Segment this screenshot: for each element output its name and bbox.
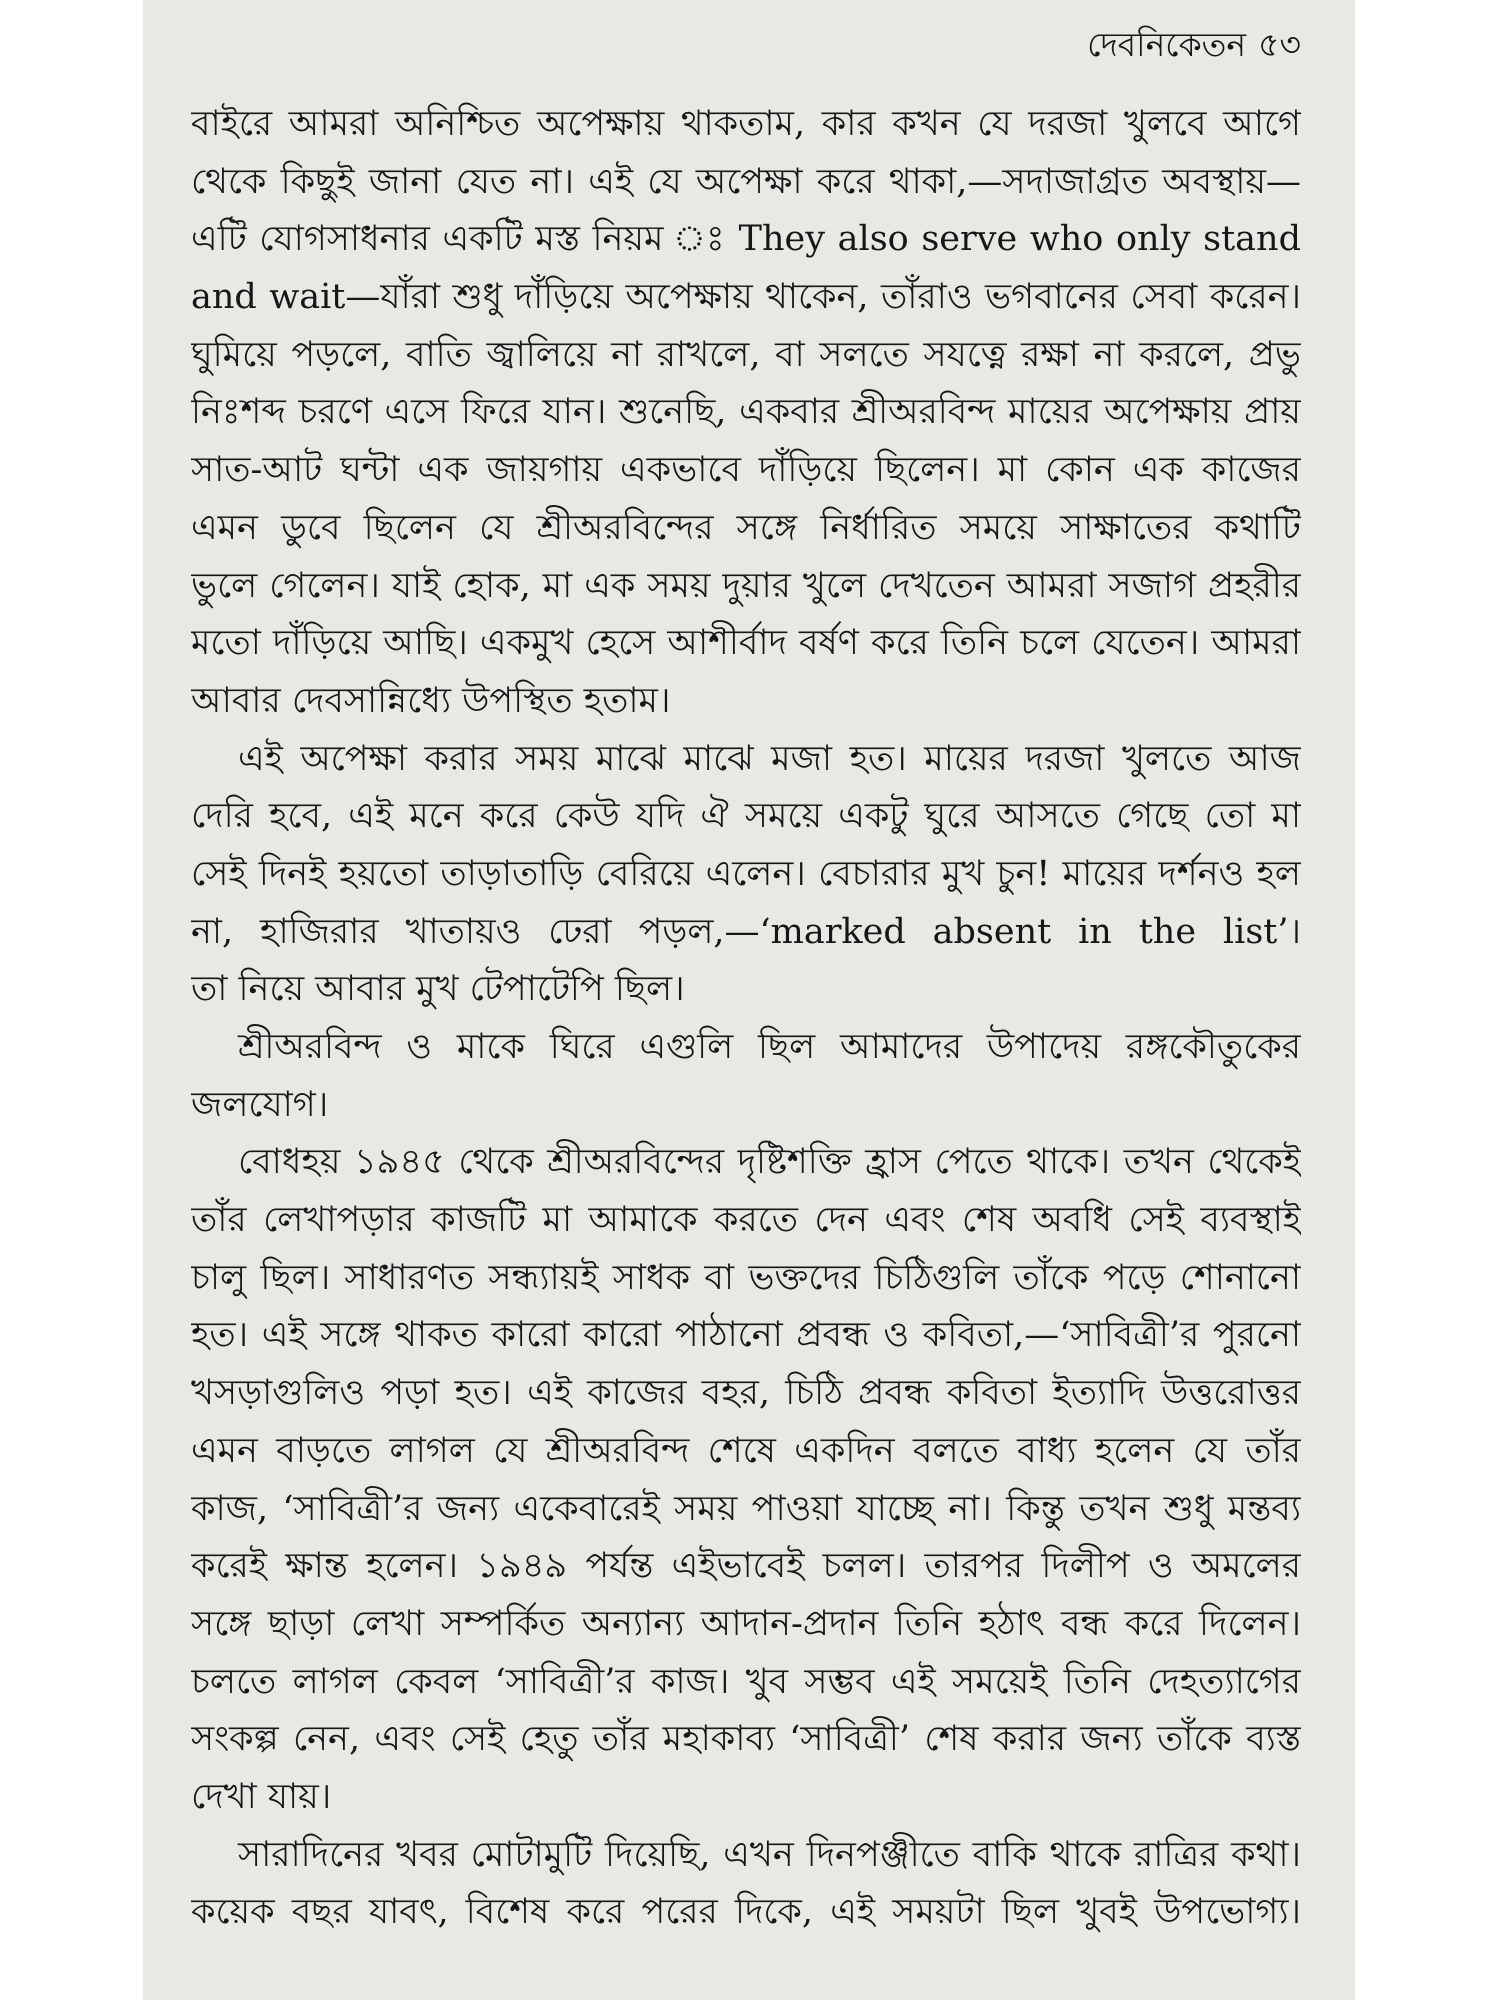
- text-line: চলতে লাগল কেবল ‘সাবিত্রী’র কাজ। খুব সম্ভব এই সময়েই তিনি দেহত্যাগের: [191, 1661, 1301, 1702]
- text-line: আবার দেবসান্নিধ্যে উপস্থিত হতাম।: [191, 680, 671, 721]
- paragraph: [191, 1827, 1301, 1942]
- text-line: কয়েক বছর যাবৎ, বিশেষ করে পরের দিকে, এই সময়টা ছিল খুবই উপভোগ্য।: [191, 1892, 1301, 1933]
- text-line: এমন বাড়তে লাগল যে শ্রীঅরবিন্দ শেষে একদিন বলতে বাধ্য হলেন যে তাঁর: [191, 1430, 1301, 1471]
- text-line: সঙ্গে ছাড়া লেখা সম্পর্কিত অন্যান্য আদান-প্রদান তিনি হঠাৎ বন্ধ করে দিলেন।: [191, 1603, 1301, 1644]
- text-line: কাজ, ‘সাবিত্রী’র জন্য একেবারেই সময় পাওয়া যাচ্ছে না। কিন্তু তখন শুধু মন্তব্য: [191, 1488, 1301, 1529]
- text-line: এমন ডুবে ছিলেন যে শ্রীঅরবিন্দের সঙ্গে নির্ধারিত সময়ে সাক্ষাতের কথাটি: [191, 507, 1301, 548]
- text-line: এটি যোগসাধনার একটি মস্ত নিয়ম ঃ They also serve who only stand: [191, 219, 1301, 260]
- text-line: তা নিয়ে আবার মুখ টেপাটেপি ছিল।: [191, 969, 685, 1010]
- text-line: শ্রীঅরবিন্দ ও মাকে ঘিরে এগুলি ছিল আমাদের উপাদেয় রঙ্গকৌতুকের: [238, 1027, 1301, 1067]
- text-line: খসড়াগুলিও পড়া হত। এই কাজের বহর, চিঠি প্রবন্ধ কবিতা ইত্যাদি উত্তরোত্তর: [191, 1373, 1301, 1414]
- text-line: না, হাজিরার খাতায়ও ঢেরা পড়ল,—‘marked absent in the list’।: [191, 911, 1301, 952]
- text-line: সংকল্প নেন, এবং সেই হেতু তাঁর মহাকাব্য ‘সাবিত্রী’ শেষ করার জন্য তাঁকে ব্যস্ত: [191, 1719, 1301, 1760]
- text-line: মতো দাঁড়িয়ে আছি। একমুখ হেসে আশীর্বাদ বর্ষণ করে তিনি চলে যেতেন। আমরা: [191, 623, 1301, 664]
- text-line: সেই দিনই হয়তো তাড়াতাড়ি বেরিয়ে এলেন। বেচারার মুখ চুন! মায়ের দর্শনও হল: [191, 853, 1301, 894]
- text-line: করেই ক্ষান্ত হলেন। ১৯৪৯ পর্যন্ত এইভাবেই চলল। তারপর দিলীপ ও অমলের: [191, 1546, 1301, 1587]
- text-line: and wait—যাঁরা শুধু দাঁড়িয়ে অপেক্ষায় থাকেন, তাঁরাও ভগবানের সেবা করেন।: [191, 277, 1301, 318]
- text-line: দেরি হবে, এই মনে করে কেউ যদি ঐ সময়ে একটু ঘুরে আসতে গেছে তো মা: [191, 796, 1301, 837]
- text-line: বাইরে আমরা অনিশ্চিত অপেক্ষায় থাকতাম, কার কখন যে দরজা খুলবে আগে: [191, 104, 1301, 144]
- paragraph: [191, 731, 1301, 1019]
- page-number: ৫৩: [1258, 25, 1301, 64]
- paragraph: [191, 96, 1301, 731]
- book-page: [143, 0, 1355, 2000]
- text-line: নিঃশব্দ চরণে এসে ফিরে যান। শুনেছি, একবার শ্রীঅরবিন্দ মায়ের অপেক্ষায় প্রায়: [191, 392, 1301, 433]
- text-line: এই অপেক্ষা করার সময় মাঝে মাঝে মজা হত। মায়ের দরজা খুলতে আজ: [238, 738, 1301, 779]
- text-line: থেকে কিছুই জানা যেত না। এই যে অপেক্ষা করে থাকা,—সদাজাগ্রত অবস্থায়—: [191, 161, 1301, 202]
- text-line: ঘুমিয়ে পড়লে, বাতি জ্বালিয়ে না রাখলে, বা সলতে সযত্নে রক্ষা না করলে, প্রভু: [191, 334, 1301, 375]
- text-line: তাঁর লেখাপড়ার কাজটি মা আমাকে করতে দেন এবং শেষ অবধি সেই ব্যবস্থাই: [191, 1200, 1301, 1241]
- text-line: দেখা যায়।: [191, 1776, 332, 1817]
- text-line: জলযোগ।: [191, 1084, 329, 1125]
- body-text: [191, 96, 1301, 1942]
- text-line: হত। এই সঙ্গে থাকত কারো কারো পাঠানো প্রবন্ধ ও কবিতা,—‘সাবিত্রী’র পুরনো: [191, 1315, 1301, 1356]
- text-line: সারাদিনের খবর মোটামুটি দিয়েছি, এখন দিনপঞ্জীতে বাকি থাকে রাত্রির কথা।: [238, 1834, 1301, 1875]
- text-line: সাত-আট ঘন্টা এক জায়গায় একভাবে দাঁড়িয়ে ছিলেন। মা কোন এক কাজের: [191, 450, 1301, 491]
- running-title: দেবনিকেতন: [1087, 25, 1247, 64]
- text-line: বোধহয় ১৯৪৫ থেকে শ্রীঅরবিন্দের দৃষ্টিশক্তি হ্রাস পেতে থাকে। তখন থেকেই: [238, 1142, 1301, 1183]
- text-line: ভুলে গেলেন। যাই হোক, মা এক সময় দুয়ার খুলে দেখতেন আমরা সজাগ প্রহরীর: [191, 565, 1301, 606]
- paragraph: [191, 1134, 1301, 1826]
- paragraph: [191, 1019, 1301, 1134]
- running-header: [1087, 20, 1301, 70]
- text-line: চালু ছিল। সাধারণত সন্ধ্যায়ই সাধক বা ভক্তদের চিঠিগুলি তাঁকে পড়ে শোনানো: [191, 1257, 1301, 1298]
